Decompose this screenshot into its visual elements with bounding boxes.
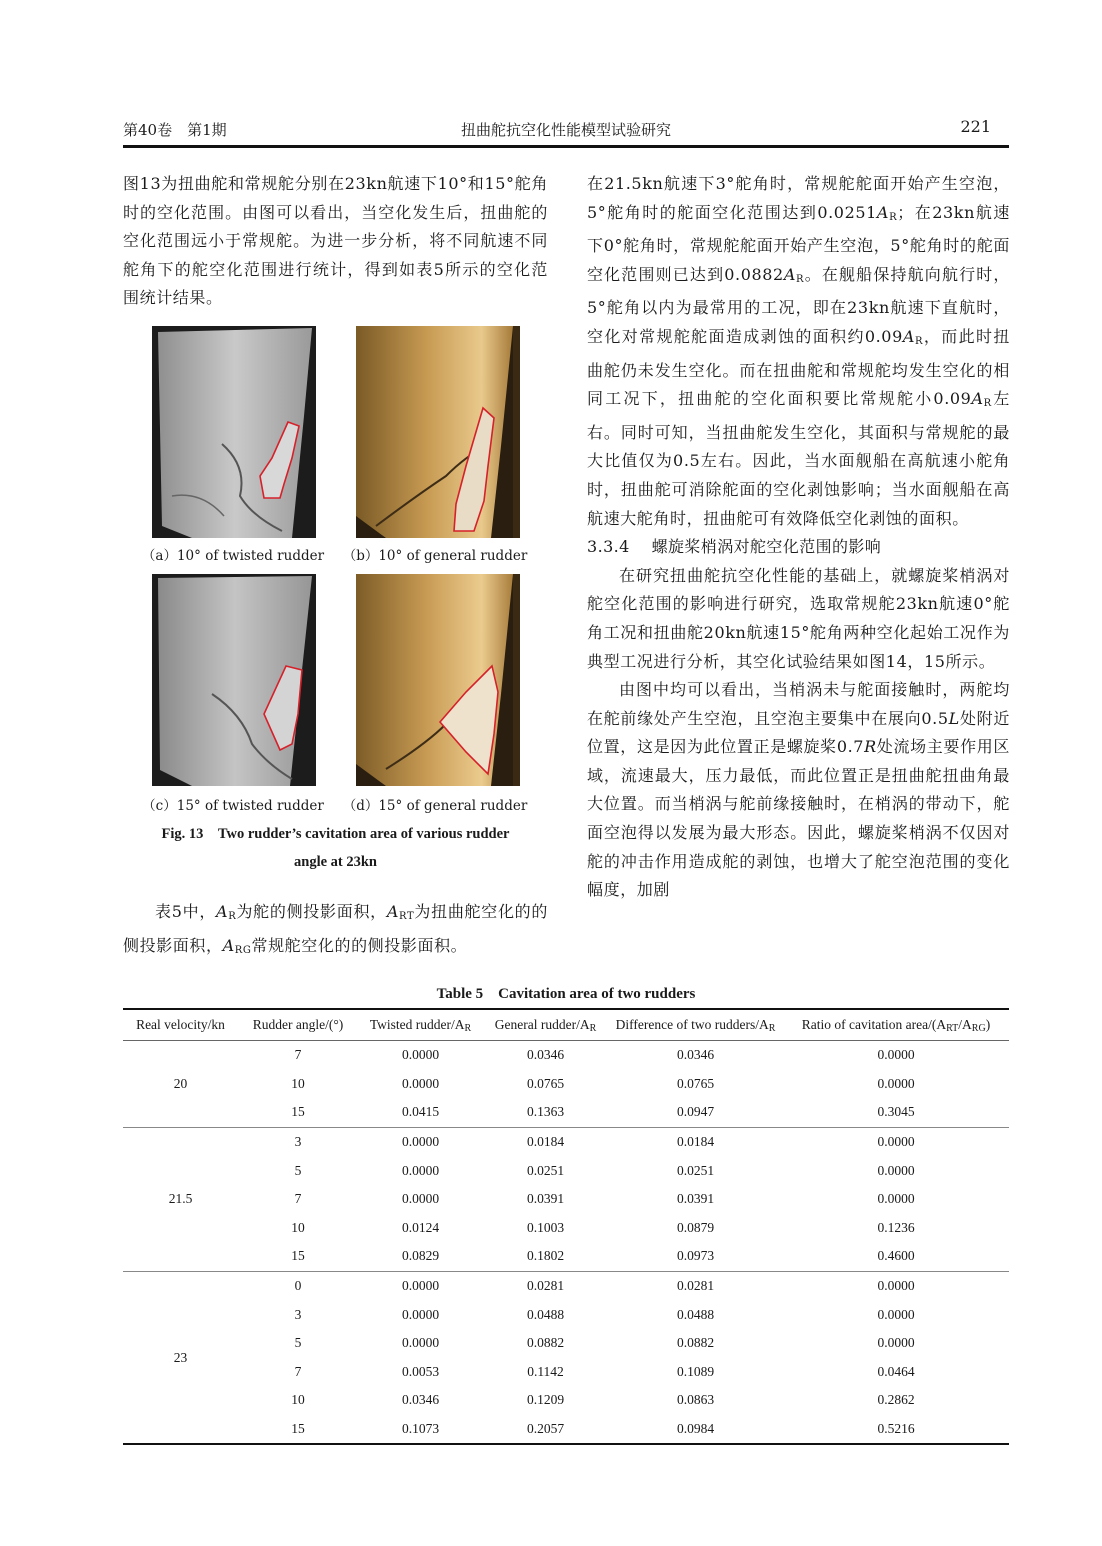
cell-general: 0.1363 bbox=[526, 1104, 565, 1120]
cell-angle: 3 bbox=[238, 1127, 358, 1156]
cell-ratio: 0.3045 bbox=[877, 1104, 915, 1120]
cell-angle: 10 bbox=[291, 1219, 305, 1235]
table-body bbox=[123, 1041, 1009, 1445]
cell-twisted: 0.0000 bbox=[401, 1191, 440, 1207]
col-header-difference: Difference of two rudders/$A_R$ bbox=[608, 1009, 783, 1041]
header-rule bbox=[123, 145, 1009, 148]
cell-ratio: 0.2862 bbox=[877, 1392, 915, 1408]
col-header-ratio: Ratio of cavitation area/$(A_{RT}/A_{RG})$ bbox=[783, 1009, 1009, 1041]
caption-d: （d）15° of general rudder bbox=[342, 798, 528, 814]
cell-general: 0.0251 bbox=[526, 1162, 565, 1178]
cell-difference: 0.1089 bbox=[676, 1363, 715, 1379]
table-row bbox=[123, 1156, 1009, 1185]
cell-ratio: 0.0000 bbox=[877, 1191, 915, 1207]
cell-general: 0.0184 bbox=[483, 1127, 608, 1156]
cell-general: 0.1142 bbox=[527, 1363, 564, 1379]
photo-d-general-15deg bbox=[356, 574, 520, 786]
cell-ratio: 0.0000 bbox=[783, 1271, 1009, 1300]
cell-angle: 15 bbox=[291, 1104, 305, 1120]
cell-angle: 15 bbox=[291, 1248, 305, 1264]
paragraph-cavitation-stats: 在21.5kn航速下3°舵角时，常规舵舵面开始产生空泡，5°舵角时的舵面空化范围达到$0.0251A_R$；在23kn航速下0°舵角时，常规舵舵面开始产生空泡，5°舵角时的舵面空化范围则已达到$0.0882A_R$。在舰船保持航向航行时，5°舵角以内为最常用的工况，即在23kn航速下直航时，空化对常规舵舵面造成剥蚀的面积约$0.09A_R$，而此时扭曲舵仍未发生空化。而在扭曲舵和常规舵均发生空化的相同工况下，扭曲舵的空化面积要比常规舵小$0.09A_R$左右。同时可知，当扭曲舵发生空化，其面积与常规舵的最大比值仅为0.5左右。因此，当水面舰船在高航速小舵角时，扭曲舵可消除舵面的空化剥蚀影响；当水面舰船在高航速大舵角时，扭曲舵可有效降低空化剥蚀的面积。 bbox=[587, 174, 1011, 528]
cell-ratio: 0.0000 bbox=[877, 1335, 915, 1351]
cell-general: 0.0281 bbox=[483, 1271, 608, 1300]
cell-difference: 0.0765 bbox=[676, 1075, 715, 1091]
symbol-a-rg: A bbox=[222, 935, 235, 955]
cell-angle: 7 bbox=[294, 1191, 302, 1207]
cell-difference: 0.0488 bbox=[676, 1306, 715, 1322]
cell-twisted: 0.0829 bbox=[401, 1248, 440, 1264]
cell-general: 0.0391 bbox=[526, 1191, 565, 1207]
cell-angle: 0 bbox=[238, 1271, 358, 1300]
cell-angle: 5 bbox=[294, 1335, 302, 1351]
cell-twisted: 0.0000 bbox=[401, 1047, 440, 1063]
cell-difference: 0.0984 bbox=[608, 1415, 783, 1445]
cell-angle: 15 bbox=[238, 1415, 358, 1445]
photo-a-twisted-10deg bbox=[152, 326, 316, 538]
cell-velocity: 23 bbox=[123, 1271, 238, 1444]
left-column-bottom bbox=[123, 898, 548, 965]
table-5 bbox=[123, 1008, 1009, 1445]
table-row bbox=[123, 1271, 1009, 1300]
table-row bbox=[123, 1242, 1009, 1271]
cell-twisted: 0.0000 bbox=[401, 1075, 440, 1091]
table-row bbox=[123, 1185, 1009, 1214]
cell-angle: 10 bbox=[291, 1075, 305, 1091]
cell-velocity: 21.5 bbox=[123, 1127, 238, 1271]
cell-difference: 0.0251 bbox=[676, 1162, 715, 1178]
caption-b: （b）10° of general rudder bbox=[342, 548, 528, 564]
table-5-title: Table 5 Cavitation area of two rudders bbox=[436, 986, 696, 1002]
cell-ratio: 0.0000 bbox=[877, 1162, 915, 1178]
cell-angle: 3 bbox=[294, 1306, 302, 1322]
table-row bbox=[123, 1329, 1009, 1358]
cell-twisted: 0.0053 bbox=[401, 1363, 440, 1379]
cell-twisted: 0.0000 bbox=[358, 1271, 483, 1300]
col-header-twisted: Twisted rudder/$A_R$ bbox=[358, 1009, 483, 1041]
col-header-velocity: Real velocity/kn bbox=[123, 1009, 238, 1041]
table-row bbox=[123, 1041, 1009, 1070]
running-header bbox=[123, 117, 1009, 143]
cell-twisted: 0.0000 bbox=[401, 1335, 440, 1351]
cell-difference: 0.0346 bbox=[676, 1047, 715, 1063]
photo-c-twisted-15deg bbox=[152, 574, 316, 786]
cell-general: 0.2057 bbox=[483, 1415, 608, 1445]
cell-twisted: 0.1073 bbox=[358, 1415, 483, 1445]
cell-twisted: 0.0346 bbox=[401, 1392, 440, 1408]
cell-difference: 0.0184 bbox=[608, 1127, 783, 1156]
cell-ratio: 0.0000 bbox=[877, 1306, 915, 1322]
table-row bbox=[123, 1300, 1009, 1329]
cell-angle: 7 bbox=[294, 1363, 302, 1379]
cell-difference: 0.0281 bbox=[608, 1271, 783, 1300]
cell-general: 0.0488 bbox=[526, 1306, 565, 1322]
cell-general: 0.0765 bbox=[526, 1075, 565, 1091]
figure-title-line1: Fig. 13 Two rudder’s cavitation area of various rudder bbox=[161, 826, 510, 842]
journal-volume: 第40卷 第1期 bbox=[123, 121, 227, 139]
table-row bbox=[123, 1098, 1009, 1127]
table-header-row bbox=[123, 1009, 1009, 1041]
cell-general: 0.1003 bbox=[526, 1219, 565, 1235]
photo-b-general-10deg bbox=[356, 326, 520, 538]
cell-difference: 0.0882 bbox=[676, 1335, 715, 1351]
table-row bbox=[123, 1358, 1009, 1387]
figure-13-title bbox=[123, 820, 548, 876]
cell-angle: 7 bbox=[294, 1047, 302, 1063]
caption-c: （c）15° of twisted rudder bbox=[142, 798, 324, 814]
table-row bbox=[123, 1415, 1009, 1445]
figure-title-line2: angle at 23kn bbox=[294, 854, 377, 870]
paragraph-fig13-intro: 图13为扭曲舵和常规舵分别在23kn航速下10°和15°舵角时的空化范围。由图可以看出，当空化发生后，扭曲舵的空化范围远小于常规舵。为进一步分析，将不同航速不同舵角下的舵空化范围进行统计，得到如表5所示的空化范围统计结果。 bbox=[123, 174, 548, 308]
cell-difference: 0.0973 bbox=[676, 1248, 715, 1264]
page-number: 221 bbox=[960, 117, 991, 136]
cell-ratio: 0.0000 bbox=[783, 1127, 1009, 1156]
cell-difference: 0.0947 bbox=[676, 1104, 715, 1120]
paragraph-tip-vortex-intro: 在研究扭曲舵抗空化性能的基础上，就螺旋桨梢涡对舵空化范围的影响进行研究，选取常规舵23kn航速0°舵角工况和扭曲舵20kn航速15°舵角两种空化起始工况作为典型工况进行分析，其空化试验结果如图14，15所示。 bbox=[587, 565, 1010, 671]
cell-ratio: 0.0000 bbox=[877, 1075, 915, 1091]
cell-general: 0.0882 bbox=[526, 1335, 565, 1351]
cell-general: 0.0346 bbox=[526, 1047, 565, 1063]
cell-twisted: 0.0415 bbox=[401, 1104, 440, 1120]
cell-angle: 5 bbox=[294, 1162, 302, 1178]
cell-ratio: 0.5216 bbox=[783, 1415, 1009, 1445]
cell-twisted: 0.0000 bbox=[358, 1127, 483, 1156]
symbol-a-r: A bbox=[216, 902, 229, 921]
cell-twisted: 0.0000 bbox=[401, 1306, 440, 1322]
cell-ratio: 0.4600 bbox=[877, 1248, 915, 1264]
paragraph-tip-vortex-analysis: 由图中均可以看出，当梢涡未与舵面接触时，两舵均在舵前缘处产生空泡，且空泡主要集中在展向0.5L处附近位置，这是因为此位置正是螺旋桨0.7R处流场主要作用区域，流速最大，压力最低，而此位置正是扭曲舵扭曲角最大位置。而当梢涡与舵前缘接触时，在梢涡的带动下，舵面空泡得以发展为最大形态。因此，螺旋桨梢涡不仅因对舵的冲击作用造成舵的剥蚀，也增大了舵空泡范围的变化幅度，加剧 bbox=[587, 680, 1010, 900]
table-row bbox=[123, 1070, 1009, 1099]
cell-ratio: 0.0000 bbox=[877, 1047, 915, 1063]
section-heading-3-3-4: 3.3.4 螺旋桨梢涡对舵空化范围的影响 bbox=[587, 537, 882, 557]
right-column bbox=[587, 170, 1010, 905]
cell-angle: 10 bbox=[291, 1392, 305, 1408]
caption-a: （a）10° of twisted rudder bbox=[141, 548, 325, 564]
cell-ratio: 0.1236 bbox=[877, 1219, 915, 1235]
cell-velocity: 20 bbox=[173, 1075, 188, 1091]
cell-general: 0.1802 bbox=[526, 1248, 565, 1264]
cell-difference: 0.0391 bbox=[676, 1191, 715, 1207]
symbol-a-rt: A bbox=[386, 902, 400, 921]
cell-twisted: 0.0000 bbox=[401, 1162, 440, 1178]
col-header-general: General rudder/$A_R$ bbox=[483, 1009, 608, 1041]
cell-twisted: 0.0124 bbox=[401, 1219, 440, 1235]
left-column-top bbox=[123, 170, 548, 313]
cell-general: 0.1209 bbox=[526, 1392, 565, 1408]
cell-ratio: 0.0464 bbox=[877, 1363, 915, 1379]
table-row bbox=[123, 1214, 1009, 1243]
col-header-angle: Rudder angle/(°) bbox=[238, 1009, 358, 1041]
cell-difference: 0.0879 bbox=[676, 1219, 715, 1235]
table-row bbox=[123, 1127, 1009, 1156]
cell-difference: 0.0863 bbox=[676, 1392, 715, 1408]
running-title: 扭曲舵抗空化性能模型试验研究 bbox=[460, 121, 671, 139]
table-row bbox=[123, 1386, 1009, 1415]
paragraph-table5-notes: 表5中，$A_R$为舵的侧投影面积，$A_{RT}$为扭曲舵空化的的侧投影面积，$A_{RG}$常规舵空化的的侧投影面积。 bbox=[123, 902, 548, 956]
